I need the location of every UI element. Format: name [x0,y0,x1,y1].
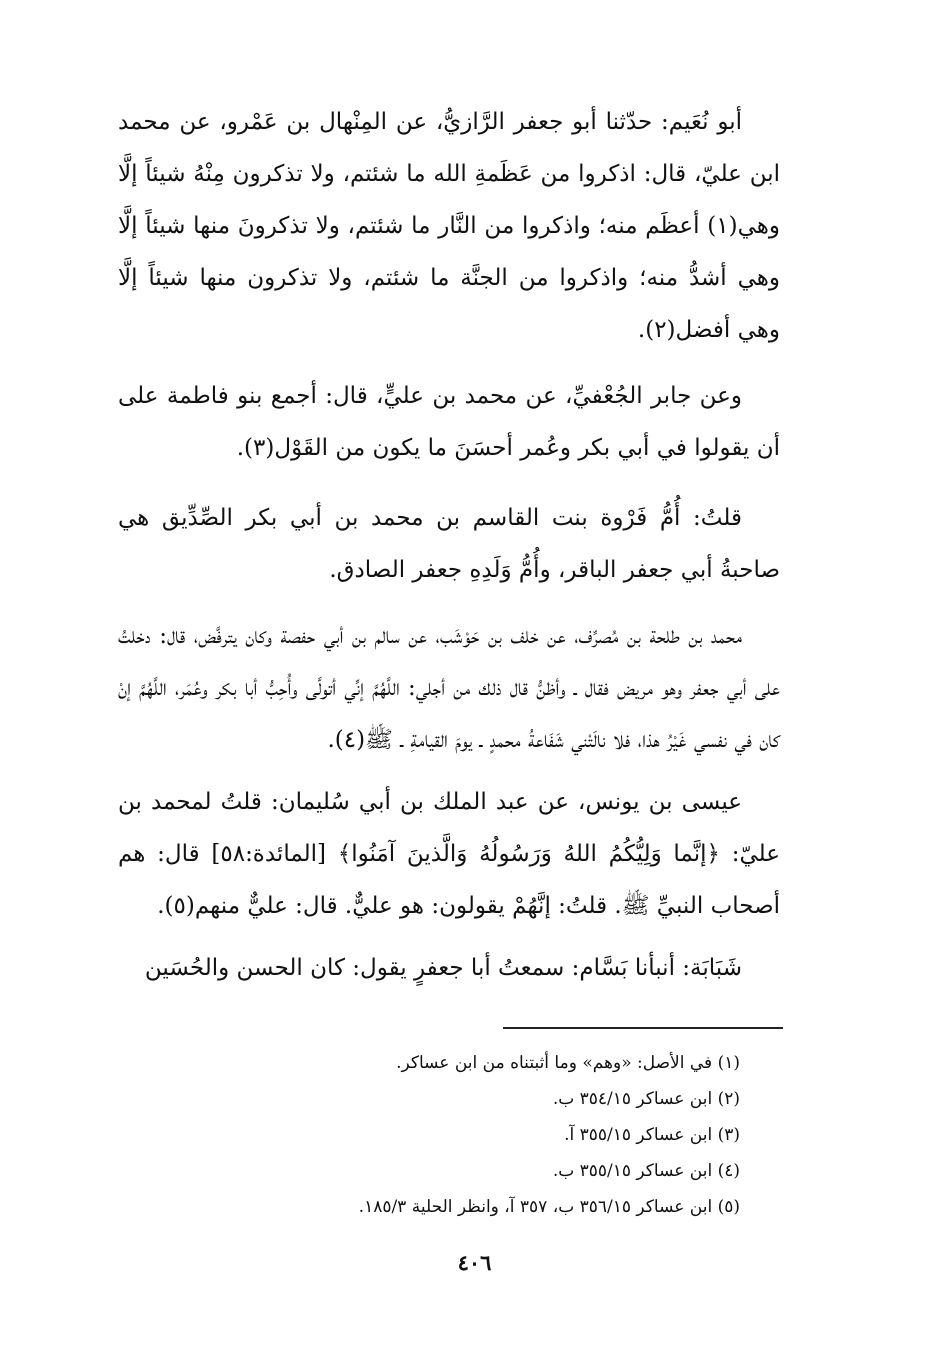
paragraph-abu-nuaym: أبو نُعَيم: حدّثنا أبو جعفر الرَّازيُّ، عن المِنْهال بن عَمْرو، عن محمد ابن عليّ، قال: اذكروا من عَظَمةِ الله ما شئتم، ولا تذكرون مِنْهُ شيئاً إلَّا وهي(١) أعظَم منه؛ واذكروا من النَّار ما شئتم، ولا تذكرونَ منها شيئاً إلَّا وهي أشدُّ منه؛ واذكروا من الجنَّة ما شئتم، ولا تذكرون منها شيئاً إلَّا وهي أفضل(٢). [118,109,780,343]
page-number: ٤٠٦ [457,1250,492,1275]
main-text [118,96,780,1012]
footnote-2: (٢) ابن عساكر ٣٥٤/١٥ ب. [552,1089,740,1109]
paragraph-jabir-aljufi: وعن جابر الجُعْفيِّ، عن محمد بن عليٍّ، قال: أجمع بنو فاطمة على أن يقولوا في أبي بكر وعُمر أحسَنَ ما يكون من القَوْل(٣). [118,383,780,461]
paragraph-isa-ibn-yunus: عيسى بن يونس، عن عبد الملك بن أبي سُليمان: قلتُ لمحمد بن عليّ: ﴿إنَّما وَلِيُّكُمُ اللهُ وَرَسُولُهُ وَالَّذينَ آمَنُوا﴾ [المائدة:٥٨] قال: هم أصحاب النبيِّ ﷺ. قلتُ: إنَّهُمْ يقولون: هو عليٌّ. قال: عليٌّ منهم(٥). [118,789,780,919]
paragraph-shababa: شَبَابَة: أنبأنا بَسَّام: سمعتُ أبا جعفرٍ يقول: كان الحسن والحُسَين [144,955,742,981]
footnote-1: (١) في الأصل: «وهم» وما أثبتناه من ابن عساكر. [396,1053,740,1073]
paragraph-umm-farwa: قلتُ: أُمُّ فَرْوة بنت القاسم بن محمد بن أبي بكر الصِّدِّيق هي صاحبةُ أبي جعفر الباقر، وأُمُّ وَلَدِهِ جعفر الصادق. [118,505,780,583]
footnotes [250,1045,740,1225]
footnote-4: (٤) ابن عساكر ٣٥٥/١٥ ب. [552,1161,740,1181]
footnote-5: (٥) ابن عساكر ٣٥٦/١٥ ب، ٣٥٧ آ، وانظر الحلية ١٨٥/٣. [358,1197,740,1217]
footnote-3: (٣) ابن عساكر ٣٥٥/١٥ آ. [564,1125,740,1145]
footnote-separator [503,1027,783,1029]
paragraph-muhammad-ibn-talha: محمد بن طلحة بن مُصرِّف، عن خلف بن حَوْشَب، عن سالم بن أبي حفصة وكان يترفَّض، قال: دخلتُ على أبي جعفر وهو مريض فقال ـ وأظنُّ قال ذلك من أجلي: اللَّهُمَّ إنِّي أتولَّى وأُحِبُّ أبا بكر وعُمَر، اللَّهُمَّ إنْ كان في نفسي غَيْرُ هذا، فلا نالَتْني شَفَاعةُ محمدٍ ـ يومَ القيامةِ ـ ﷺ(٤). [118,623,780,753]
